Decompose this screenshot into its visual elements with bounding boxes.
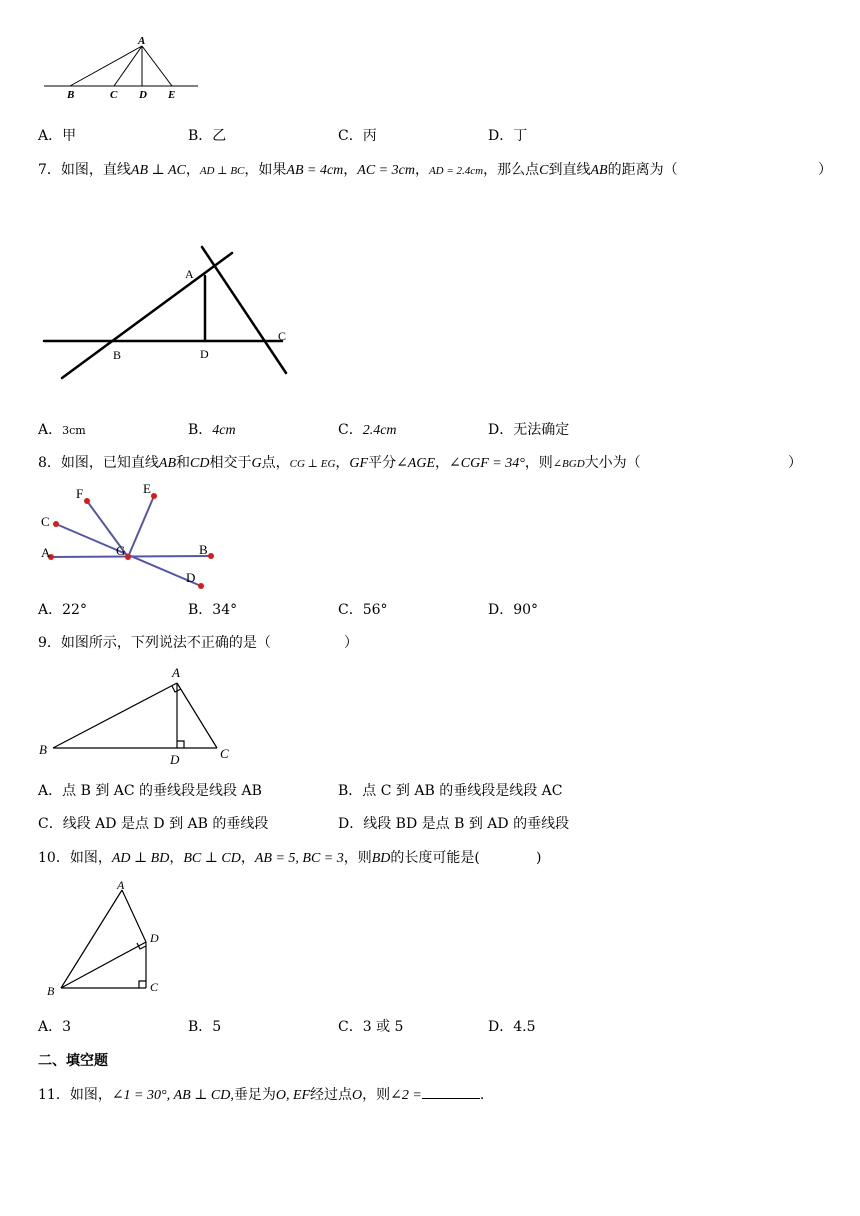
q9-figure bbox=[36, 664, 246, 769]
q9-label-d: D bbox=[170, 752, 180, 767]
q10-close-paren: ) bbox=[536, 850, 542, 866]
q10-label-a: A bbox=[117, 878, 125, 892]
q6-label-d: D bbox=[139, 89, 147, 101]
q8-label-b: B bbox=[199, 542, 208, 557]
q10-label-b: B bbox=[47, 984, 55, 998]
q10-stem: 10．如图，AD ⊥ BD，BC ⊥ CD，AB = 5, BC = 3，则BD的长度可能是( bbox=[38, 850, 480, 866]
q7-stem: 7．如图，直线AB ⊥ AC，AD ⊥ BC，如果AB = 4cm，AC = 3cm，AD = 2.4cm，那么点C到直线AB的距离为（ bbox=[38, 162, 678, 178]
q7-label-c: C bbox=[278, 329, 287, 343]
q8-stem: 8．如图，已知直线AB和CD相交于G点，CG ⊥ EG，GF平分∠AGE，∠CGF = 34°，则∠BGD大小为（ bbox=[38, 455, 641, 471]
q9-option-c: C．线段 AD 是点 D 到 AB 的垂线段 bbox=[38, 816, 269, 832]
q8-label-f: F bbox=[76, 486, 84, 501]
q7-figure bbox=[40, 240, 300, 385]
q6-option-b: B．乙 bbox=[188, 128, 227, 144]
q8-label-g: G bbox=[116, 543, 126, 558]
q7-label-b: B bbox=[113, 348, 122, 362]
q6-label-b: B bbox=[67, 89, 75, 101]
q6-label-a: A bbox=[138, 35, 146, 47]
q6-label-c: C bbox=[110, 89, 118, 101]
q10-option-d: D．4.5 bbox=[488, 1019, 536, 1035]
q6-figure bbox=[40, 34, 200, 104]
answer-blank[interactable] bbox=[422, 1086, 480, 1099]
q10-option-a: A．3 bbox=[38, 1019, 72, 1035]
q8-option-a: A．22° bbox=[38, 602, 87, 618]
q11-stem: 11．如图，∠1 = 30°, AB ⊥ CD,垂足为O, EF经过点O，则∠2 = . bbox=[38, 1087, 485, 1103]
q6-option-a: A．甲 bbox=[38, 128, 77, 144]
q7-close-paren: ） bbox=[818, 162, 832, 178]
q9-option-d: D．线段 BD 是点 B 到 AD 的垂线段 bbox=[338, 816, 570, 832]
q9-label-c: C bbox=[220, 746, 229, 761]
q8-label-d: D bbox=[186, 570, 196, 585]
q10-label-c: C bbox=[150, 980, 159, 994]
q8-label-a: A bbox=[41, 545, 51, 560]
q10-label-d: D bbox=[150, 931, 159, 945]
q10-option-b: B．5 bbox=[188, 1019, 222, 1035]
q9-option-a: A．点 B 到 AC 的垂线段是线段 AB bbox=[38, 783, 262, 799]
q7-option-a: A．3cm bbox=[38, 422, 86, 438]
q9-close-paren: ） bbox=[344, 635, 358, 651]
q7-label-a: A bbox=[185, 267, 194, 281]
q6-option-c: C．丙 bbox=[338, 128, 377, 144]
q7-label-d: D bbox=[200, 347, 209, 361]
q8-option-c: C．56° bbox=[338, 602, 388, 618]
q8-option-b: B．34° bbox=[188, 602, 238, 618]
q6-option-d: D．丁 bbox=[488, 128, 528, 144]
q7-option-c: C．2.4cm bbox=[338, 422, 397, 438]
q8-figure bbox=[36, 478, 226, 593]
q9-label-b: B bbox=[39, 742, 47, 757]
q8-label-c: C bbox=[41, 514, 50, 529]
q9-option-b: B．点 C 到 AB 的垂线段是线段 AC bbox=[338, 783, 563, 799]
q9-label-a: A bbox=[172, 665, 180, 680]
section-heading: 二、填空题 bbox=[38, 1053, 108, 1069]
q7-option-b: B．4cm bbox=[188, 422, 236, 438]
q10-figure bbox=[40, 878, 180, 1003]
q6-label-e: E bbox=[168, 89, 176, 101]
q8-close-paren: ） bbox=[788, 455, 802, 471]
q9-stem: 9．如图所示，下列说法不正确的是（ bbox=[38, 635, 271, 651]
q10-option-c: C．3 或 5 bbox=[338, 1019, 404, 1035]
q8-label-e: E bbox=[143, 481, 151, 496]
q8-option-d: D．90° bbox=[488, 602, 539, 618]
q7-option-d: D．无法确定 bbox=[488, 422, 570, 438]
